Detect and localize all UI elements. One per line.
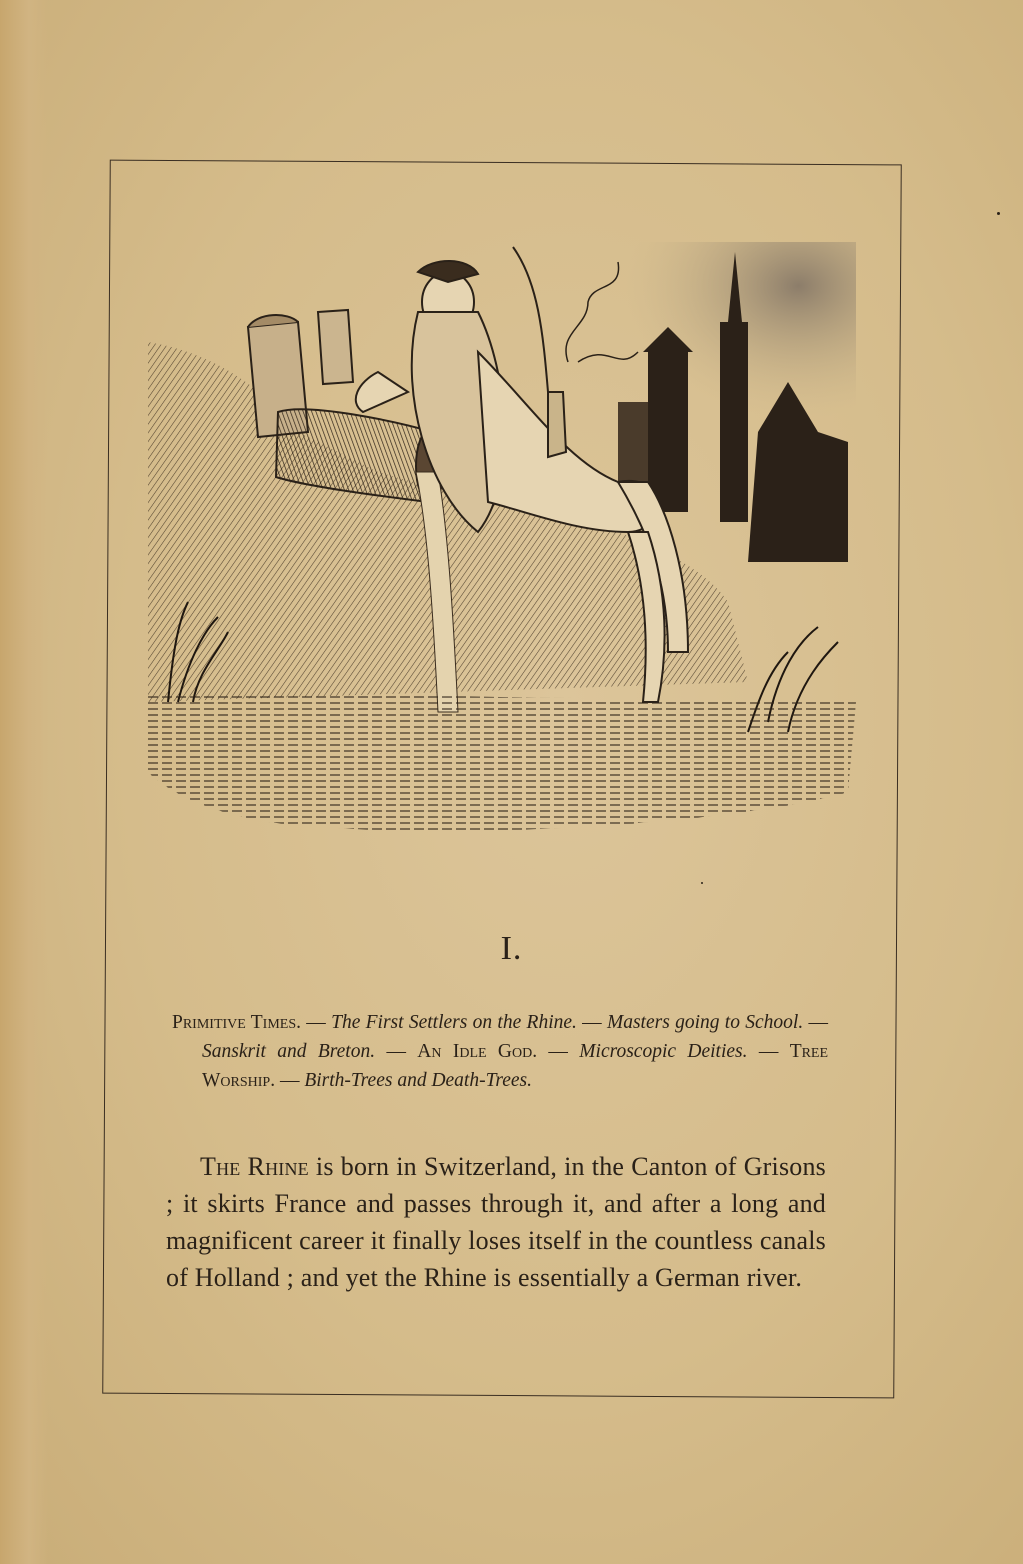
summary-topic-3: Masters going to School. bbox=[606, 1012, 804, 1033]
chapter-number: I. bbox=[500, 930, 523, 967]
dash: — bbox=[803, 1012, 828, 1033]
speck bbox=[997, 212, 1000, 215]
summary-topic-7: Tree Worship. bbox=[202, 1041, 829, 1091]
summary-topic-5: An Idle God. bbox=[417, 1041, 538, 1062]
dash: — bbox=[301, 1012, 332, 1033]
summary-topic-6: Microscopic Deities. bbox=[579, 1041, 748, 1062]
engraving-svg bbox=[148, 232, 856, 844]
summary-topic-4: Sanskrit and Breton. bbox=[202, 1041, 376, 1062]
body-text-rest: is born in Switzerland, in the Canton of Grisons ; it skirts France and passes through it, and after a long and magnificent career it finally loses itself in the countless canals of Holland ; and yet the Rhine is essentially a German river. bbox=[166, 1152, 826, 1292]
page-edge bbox=[0, 0, 48, 1564]
dash: — bbox=[275, 1070, 305, 1091]
body-lead-words: The Rhine bbox=[200, 1152, 309, 1181]
summary-topic-2: The First Settlers on the Rhine. bbox=[331, 1012, 577, 1033]
body-paragraph bbox=[166, 1148, 826, 1296]
speck bbox=[701, 882, 703, 884]
summary-topic-8: Birth-Trees and Death-Trees. bbox=[304, 1070, 532, 1091]
river-god-illustration bbox=[148, 232, 856, 844]
dash: — bbox=[747, 1041, 790, 1062]
chapter-summary bbox=[172, 1008, 828, 1095]
dash: — bbox=[375, 1041, 418, 1062]
dash: — bbox=[537, 1041, 580, 1062]
summary-topic-1: Primitive Times. bbox=[172, 1012, 302, 1033]
dash: — bbox=[576, 1012, 607, 1033]
river-water bbox=[148, 692, 856, 831]
